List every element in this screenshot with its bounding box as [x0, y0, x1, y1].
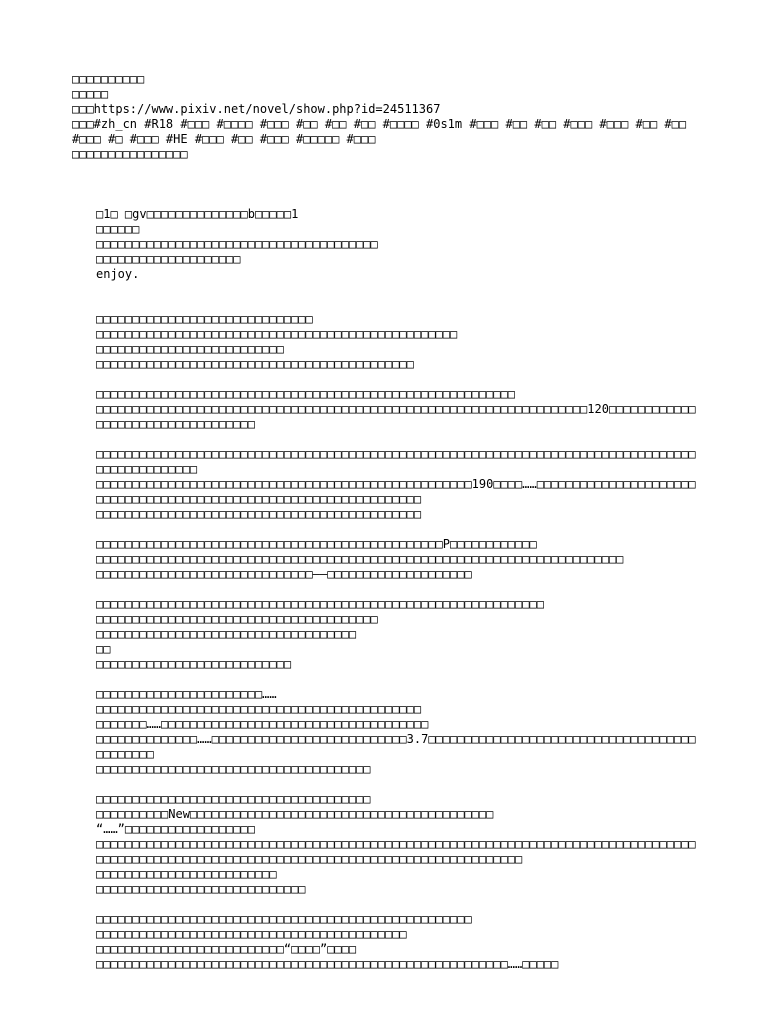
paragraph-line: □□□□□□□□□□□□□□□□□□□□□□□□□□□□□□□□□□□□□□□□□□□□□□□□□□□□□□□□□□□□□□□□□□□□□□□□□: [96, 552, 624, 566]
spacer: [72, 297, 698, 312]
paragraph-line: □□□□□□□□□□□□□□□□□□□□□□□□□□□□□□□□□□□□□□□□□□□□□: [96, 507, 422, 521]
paragraph-line: □□□□□□□□□□□□□□□□□□□□□□□□□□□□□□□□□□□□□□□□□□□□□□□□□□□□□□□□□□□□□□□□□□□□□□□□□□□□□□□□□□□□□□□□□□□□□□□□□: [96, 447, 696, 476]
paragraph-line: “……”□□□□□□□□□□□□□□□□□□: [96, 822, 255, 836]
paragraph-line: □□□□□□□□□□□□□□□□□□□□□□□□□□□□□□□□□□□□□□□□□□□□□□□□□□: [96, 327, 458, 341]
paragraph-line: □□□□□□□□□□□□□□□□□□□□□□□□□□□□□□□□□□□□□□□□□□□: [96, 927, 407, 941]
spacer: [72, 282, 698, 297]
doc-title: □□□□□□□□□□: [72, 72, 145, 86]
paragraph-line: □□□□□□□□□□□□□□□□□□□□□□□□□□□□□□: [96, 312, 313, 326]
spacer: [72, 672, 698, 687]
paragraph-line: □□□□□□□□□□□□□□□□□□□□□□□□□□□□□□□□□□□□□□: [96, 792, 371, 806]
paragraph-line: □□□□□□□□□□□□□□□□□□□□□□□□□□□□□□□□□□□□□□□: [96, 612, 378, 626]
intro-enjoy: enjoy.: [96, 267, 140, 281]
paragraph-line: □□□□□□□□□□□□□□□□□□□□□□□□□□□□□□□□□□□□□□□□□□□□: [96, 357, 414, 371]
spacer: [72, 897, 698, 912]
paragraph-line: □□□□□□□□□□□□□□□□□□□□□□□□□□□□□□□□□□□□□□: [96, 762, 371, 776]
spacer: [72, 777, 698, 792]
paragraph-line: □□□□□□□□□□□□□□□□□□□□□□□□□□“□□□□”□□□□: [96, 942, 357, 956]
paragraph-line: □□□□□□□□□□□□□□□□□□□□□□□□□□□□□□□□□□□□□□□□□□□□□: [96, 702, 422, 716]
doc-author: □□□□□: [72, 87, 109, 101]
paragraph-line: □□□□□□□□□□□□□□□□□□□□□□□□□□□□□□□□□□□□□□□□□□□□□□□□□□□□□□□□□……□□□□□: [96, 957, 559, 971]
doc-tags: □□□#zh_cn #R18 #□□□ #□□□□ #□□□ #□□ #□□ #□□ #□□□□ #0s1m #□□□ #□□ #□□ #□□□ #□□□ #□□ #□□ #□□□ #□ #□□□ #HE #□□□ #□□ #□□□ #□□□□□ #□□□: [72, 117, 694, 146]
paragraph-line: □□□□□□□……□□□□□□□□□□□□□□□□□□□□□□□□□□□□□□□□□□□□□: [96, 717, 429, 731]
intro-line: □1□ □gv□□□□□□□□□□□□□□b□□□□□1: [96, 207, 299, 221]
paragraph-line: □□□□□□□□□□□□□□□□□□□□□□□□□□□□□□——□□□□□□□□□□□□□□□□□□□□: [96, 567, 472, 581]
paragraph-line: □□□□□□□□□□□□□□□□□□□□□□□□□□□□□□□□□□□□□□□□□□□□□□□□□□□□: [96, 912, 472, 926]
spacer: [72, 162, 698, 177]
paragraph-line: □□□□□□□□□□New□□□□□□□□□□□□□□□□□□□□□□□□□□□□□□□□□□□□□□□□□□: [96, 807, 494, 821]
paragraph-line: □□□□□□□□□□□□□□□□□□□□□□□□□□□□□□□□□□□□□□□□□□□□□□□□□□□□□□□□□□□□□□□□□□□□□□□□□□□□□□□□□□□□□□□□□□□□□□□□□□□□□□□□□□□□□□□□□□□□□□□□□□□□□□□□□□□□□□□□□□□□□□: [96, 837, 696, 866]
doc-summary: □□□□□□□□□□□□□□□□: [72, 147, 188, 161]
spacer: [72, 432, 698, 447]
intro-line: □□□□□□□□□□□□□□□□□□□□: [96, 252, 241, 266]
spacer: [72, 372, 698, 387]
paragraph-line: □□□□□□□□□□□□□□□□□□□□□□□□□□□□□□□□□□□□□□□□□□□□□□□□□□□□□□□□□□: [96, 387, 516, 401]
spacer: [72, 177, 698, 192]
paragraph-line: □□□□□□□□□□□□□□□□□□□□□□□□□□□□□□□□□□□□□□□□□□□□□□□□P□□□□□□□□□□□□: [96, 537, 537, 551]
spacer: [72, 582, 698, 597]
paragraph-line: □□□□□□□□□□□□□□□□□□□□□□□□□□□□□□□□□□□□□□□□□□□□□□□□□□□□190□□□□……□□□□□□□□□□□□□□□□□□□□□□□□□□□□□□□□□□□□□□□□□□□□□□□□□□□□□□□□□□□□□□□□□□□: [96, 477, 696, 506]
paragraph-line: □□□□□□□□□□□□□□□□□□□□□□□……: [96, 687, 277, 701]
paragraph-line: □□□□□□□□□□□□□□□□□□□□□□□□□: [96, 867, 277, 881]
doc-source-url: □□□https://www.pixiv.net/novel/show.php?id=24511367: [72, 102, 441, 116]
intro-line: □□□□□□□□□□□□□□□□□□□□□□□□□□□□□□□□□□□□□□□: [96, 237, 378, 251]
paragraph-line: □□□□□□□□□□□□□□□□□□□□□□□□□□□□□□□□□□□□□□□□□□□□□□□□□□□□□□□□□□□□□□: [96, 597, 544, 611]
paragraph-line: □□□□□□□□□□□□□□□□□□□□□□□□□□□: [96, 657, 292, 671]
paragraph-line: □□□□□□□□□□□□□□□□□□□□□□□□□□□□□□□□□□□□: [96, 627, 357, 641]
spacer: [72, 192, 698, 207]
paragraph-line: □□: [96, 642, 111, 656]
document-page: [72, 72, 698, 972]
paragraph-line: □□□□□□□□□□□□□□……□□□□□□□□□□□□□□□□□□□□□□□□□□□3.7□□□□□□□□□□□□□□□□□□□□□□□□□□□□□□□□□□□□□□□□□□□□□: [96, 732, 696, 761]
paragraph-line: □□□□□□□□□□□□□□□□□□□□□□□□□□: [96, 342, 284, 356]
paragraph-line: □□□□□□□□□□□□□□□□□□□□□□□□□□□□□: [96, 882, 306, 896]
intro-line: □□□□□□: [96, 222, 140, 236]
spacer: [72, 522, 698, 537]
paragraph-line: □□□□□□□□□□□□□□□□□□□□□□□□□□□□□□□□□□□□□□□□□□□□□□□□□□□□□□□□□□□□□□□□□□□□120□□□□□□□□□□□□□□□□□□□□□□□□□□□□□□□□□□: [96, 402, 696, 431]
